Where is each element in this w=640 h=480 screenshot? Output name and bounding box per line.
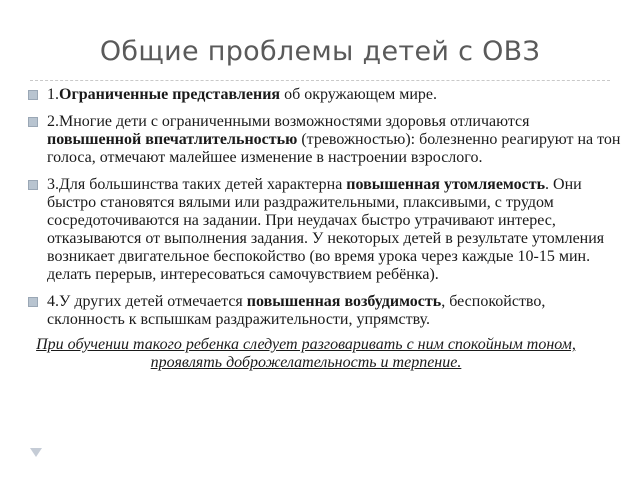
teaching-note-text: При обучении такого ребенка следует разговаривать с ним спокойным тоном, проявлять доброжелательность и терпение.: [36, 336, 576, 371]
list-item: [28, 176, 626, 284]
list-item: [28, 293, 626, 329]
triangle-down-icon: [30, 448, 42, 457]
item-text: об окружающем мире.: [280, 86, 437, 103]
bullet-icon: [28, 297, 38, 307]
slide-title: Общие проблемы детей с ОВЗ: [99, 36, 541, 67]
item-prefix: 3.Для большинства таких детей характерна: [47, 176, 347, 193]
bullet-icon: [28, 117, 38, 127]
list-item: [28, 113, 626, 167]
title-divider: [30, 80, 610, 81]
bullet-icon: [28, 180, 38, 190]
item-bold: повышенная возбудимость: [246, 293, 442, 310]
item-text: . Они быстро становятся вялыми или раздражительными, плаксивыми, с трудом сосредоточиваются на задании. При неудачах быстро утрачивают интерес, отказываются от выполнения задания. У некоторых детей в результате утомления возникает двигательное беспокойство (во время урока через каждые 10-15 мин. делать перерыв, интересоваться самочувствием ребёнка).: [47, 176, 605, 283]
item-bold: повышенной впечатлительностью: [47, 131, 298, 148]
item-bold: Ограниченные представления: [59, 86, 281, 103]
item-prefix: 2.Многие дети с ограниченными возможностями здоровья отличаются: [47, 113, 530, 130]
item-text: , беспокойство, склонность к вспышкам раздражительности, упрямству.: [47, 293, 546, 328]
item-text: (тревожностью): болезненно реагируют на тон голоса, отмечают малейшее изменение в настроении взрослого.: [47, 131, 621, 166]
item-prefix: 1.: [47, 86, 59, 103]
teaching-note: [0, 336, 612, 372]
bullet-icon: [28, 90, 38, 100]
item-bold: повышенная утомляемость: [346, 176, 546, 193]
list-item: [28, 86, 626, 104]
slide-body: [28, 86, 626, 372]
item-prefix: 4.У других детей отмечается: [47, 293, 247, 310]
